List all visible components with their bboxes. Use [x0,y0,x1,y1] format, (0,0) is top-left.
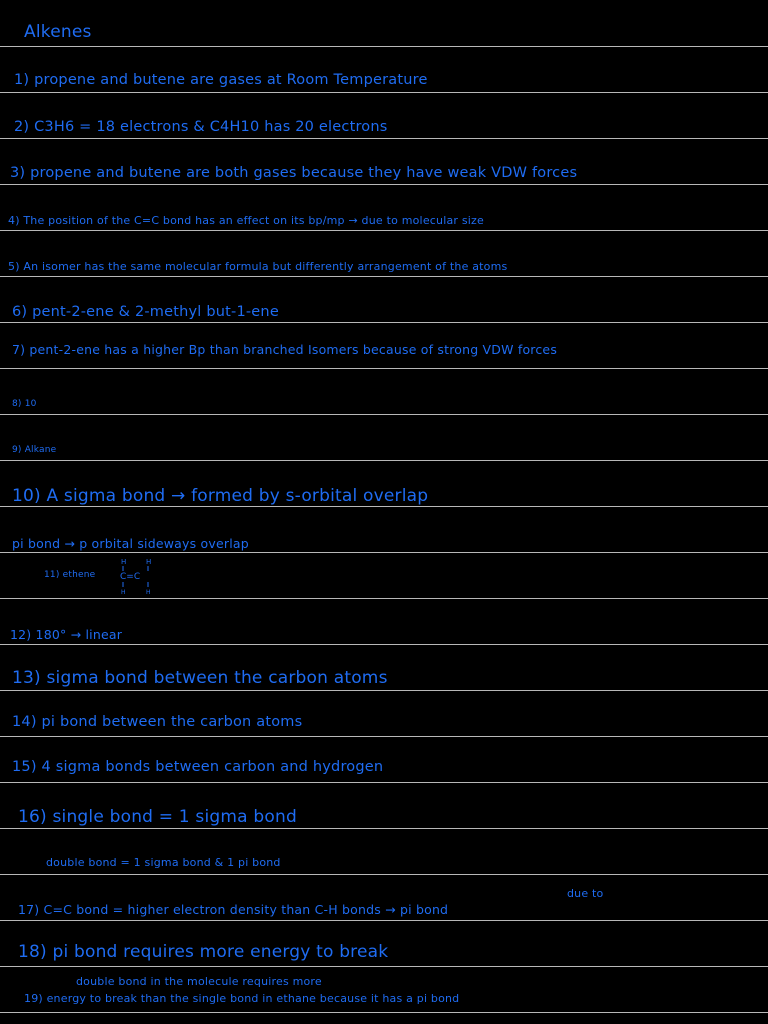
note-line-13: 13) sigma bond between the carbon atoms [12,668,388,688]
ruled-line [0,414,768,415]
ruled-line [0,874,768,875]
ruled-line [0,184,768,185]
note-line-1: 1) propene and butene are gases at Room Temperature [14,72,428,88]
structure-h-top-left: H [121,558,127,566]
note-line-10: 10) A sigma bond → formed by s-orbital overlap [12,486,429,506]
ruled-line [0,598,768,599]
ruled-line [0,1012,768,1013]
note-line-4: 4) The position of the C=C bond has an effect on its bp/mp → due to molecular size [8,214,484,227]
note-line-18: 18) pi bond requires more energy to break [18,942,389,962]
ruled-line [0,690,768,691]
structure-h-top-right: H [146,558,152,566]
ruled-line [0,782,768,783]
note-line-10b: pi bond → p orbital sideways overlap [12,536,249,551]
ruled-line [0,276,768,277]
structure-c-double-bond: C=C [120,572,141,582]
ruled-line [0,138,768,139]
ruled-line [0,460,768,461]
ruled-line [0,230,768,231]
note-line-19: 19) energy to break than the single bond in ethane because it has a pi bond [24,992,460,1005]
note-line-16b: double bond = 1 sigma bond & 1 pi bond [46,856,281,869]
ruled-line [0,828,768,829]
ruled-line [0,644,768,645]
structure-h-bottom-left: H [121,589,126,595]
structure-h-bottom-right: H [146,589,151,595]
ruled-line [0,92,768,93]
ruled-line [0,966,768,967]
note-line-8: 8) 10 [12,399,37,409]
note-line-3: 3) propene and butene are both gases because they have weak VDW forces [10,165,578,181]
note-line-7: 7) pent-2-ene has a higher Bp than branched Isomers because of strong VDW forces [12,342,558,357]
note-line-16: 16) single bond = 1 sigma bond [18,807,297,827]
note-line-14: 14) pi bond between the carbon atoms [12,714,303,730]
ruled-line [0,506,768,507]
note-line-12: 12) 180° → linear [10,627,123,642]
note-line-17: 17) C=C bond = higher electron density than C-H bonds → pi bond [18,902,449,917]
ruled-line [0,368,768,369]
ruled-line [0,552,768,553]
ruled-line [0,920,768,921]
note-line-19-top: double bond in the molecule requires more [76,975,322,988]
note-line-17-annotation: due to [567,887,604,900]
ethene-structure-diagram [112,555,162,595]
note-line-15: 15) 4 sigma bonds between carbon and hydrogen [12,759,384,775]
note-line-6: 6) pent-2-ene & 2-methyl but-1-ene [12,304,279,320]
note-line-9: 9) Alkane [12,445,57,455]
note-line-11-label: 11) ethene [44,570,96,580]
note-line-2: 2) C3H6 = 18 electrons & C4H10 has 20 electrons [14,119,388,135]
ruled-line [0,46,768,47]
page-title: Alkenes [24,22,92,42]
ruled-line [0,322,768,323]
note-line-5: 5) An isomer has the same molecular formula but differently arrangement of the atoms [8,260,508,273]
ruled-line [0,736,768,737]
